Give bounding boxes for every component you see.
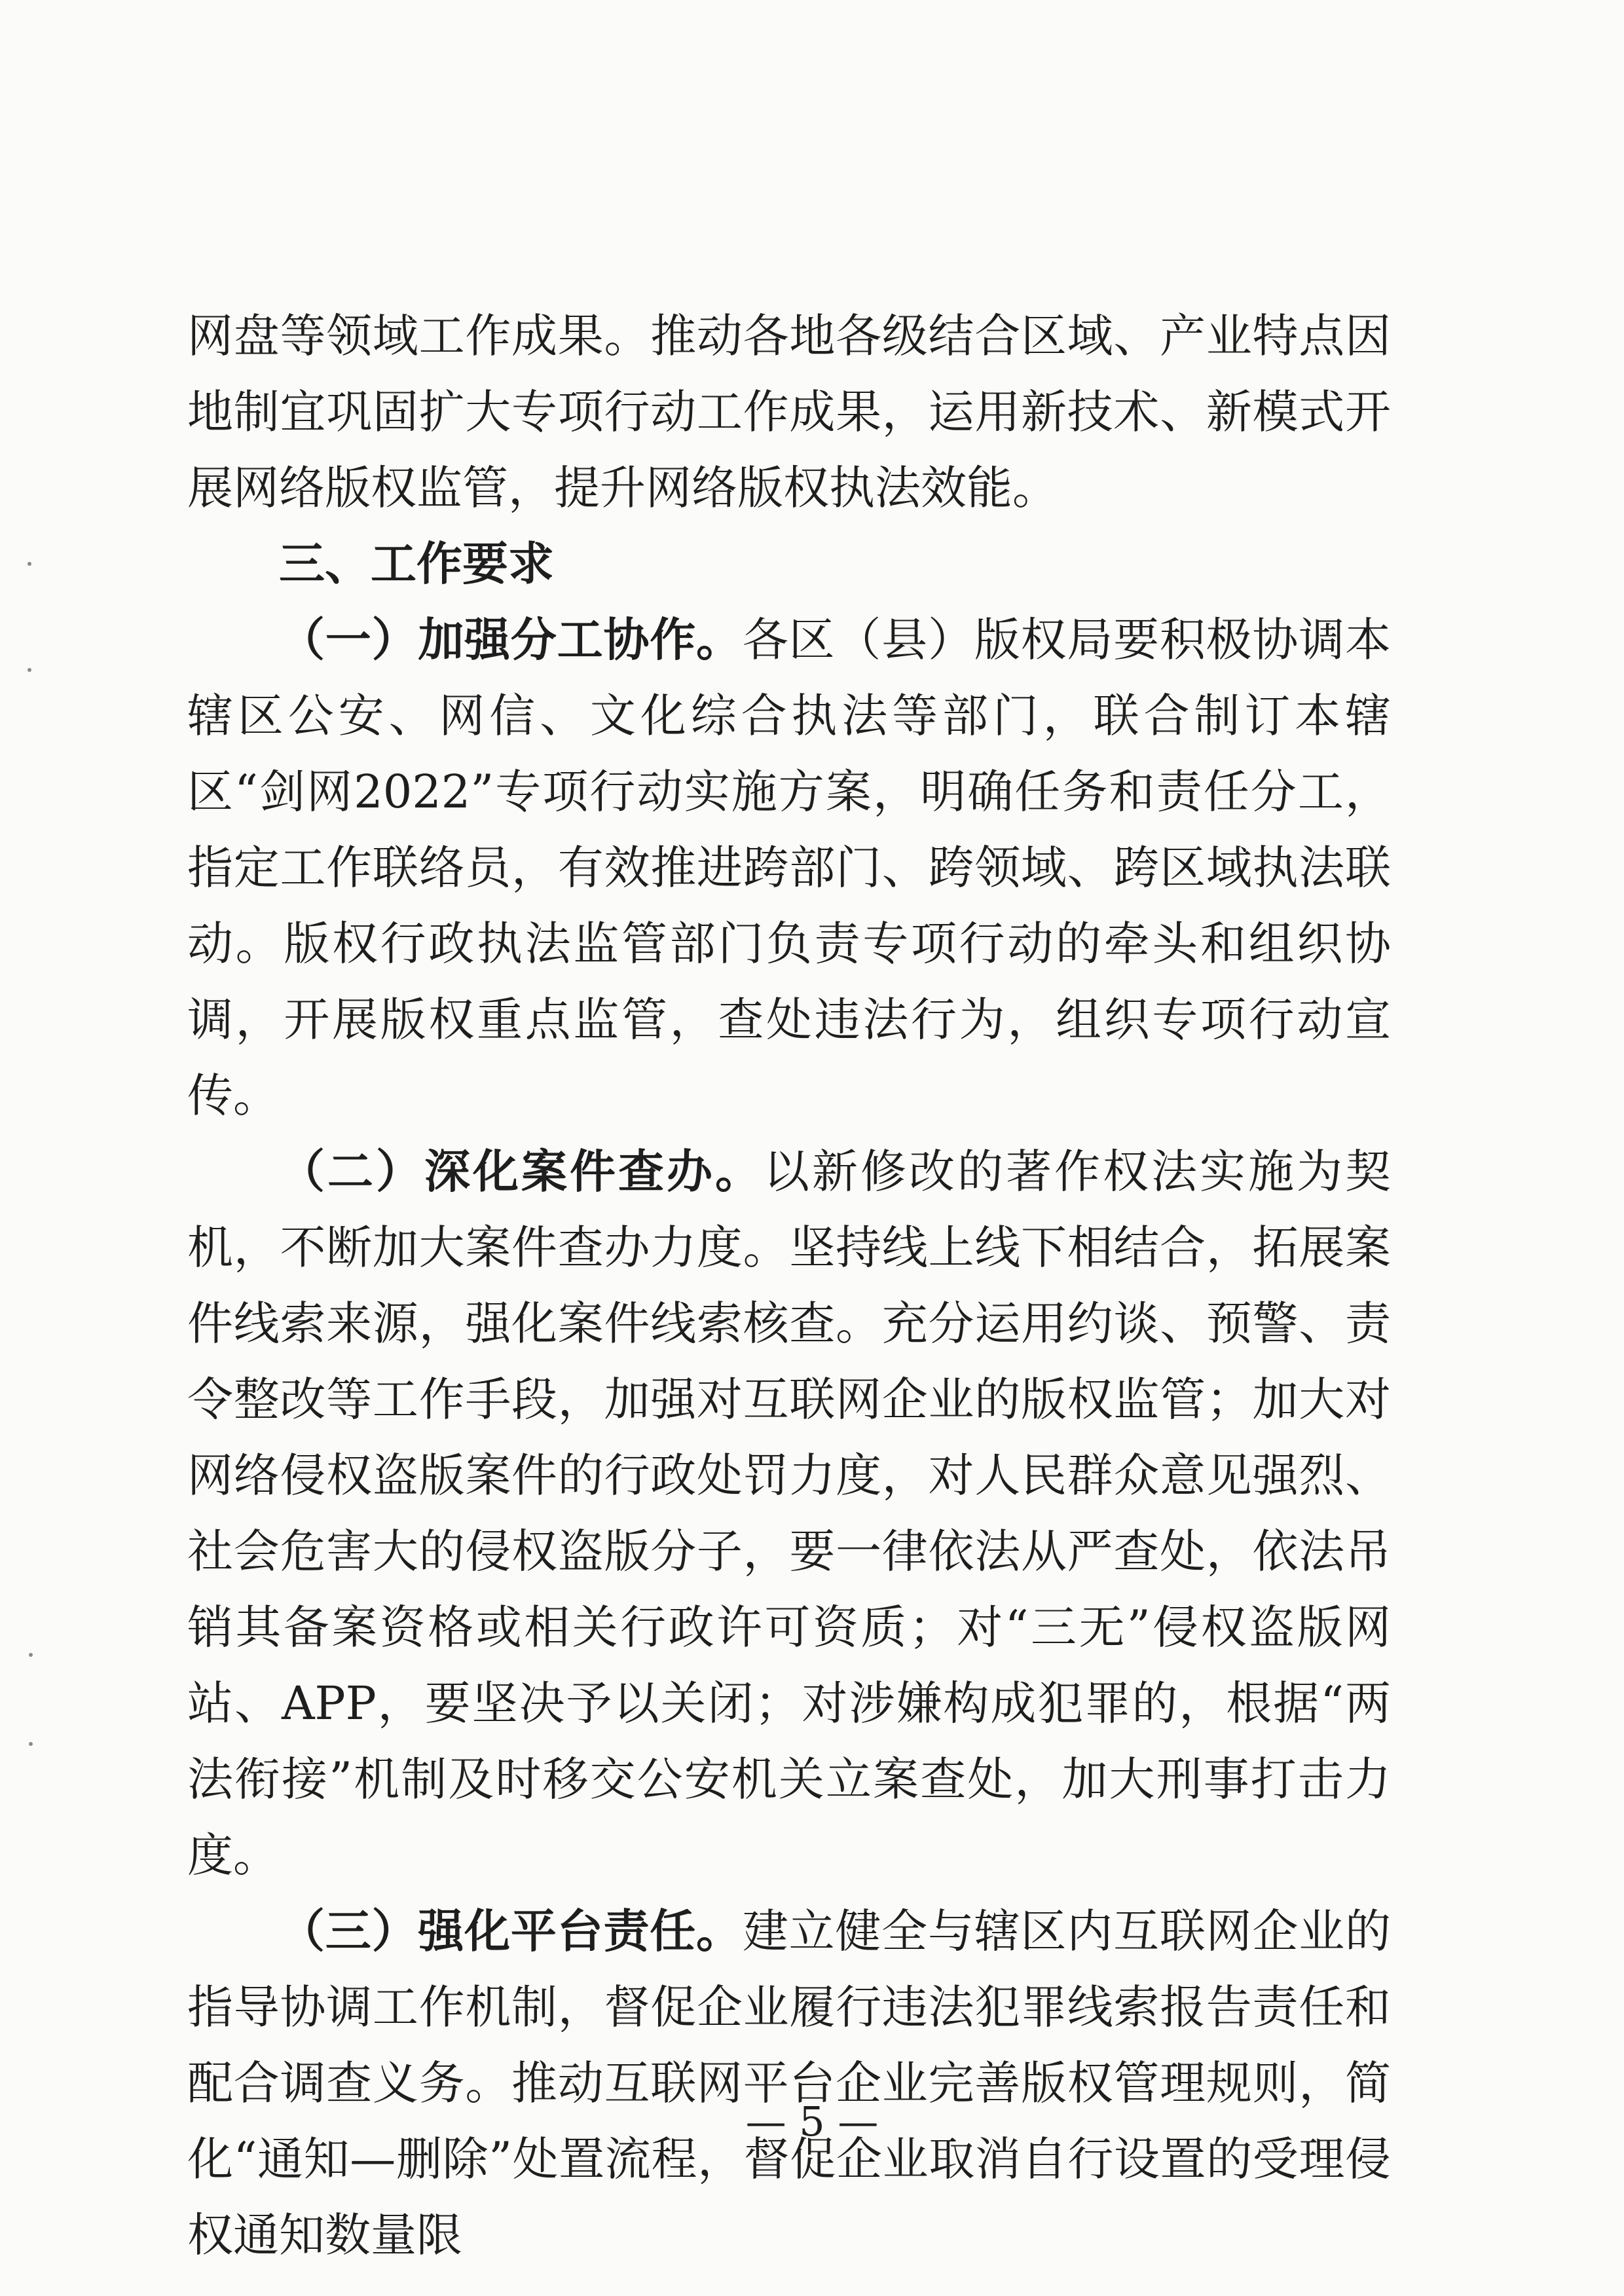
document-body bbox=[187, 298, 1391, 2273]
paragraph-lead: （一）加强分工协作。 bbox=[279, 612, 743, 667]
paragraph-text: 以新修改的著作权法实施为契机，不断加大案件查办力度。坚持线上线下相结合，拓展案件线索来源，强化案件线索核查。充分运用约谈、预警、责令整改等工作手段，加强对互联网企业的版权监管；加大对网络侵权盗版案件的行政处罚力度，对人民群众意见强烈、社会危害大的侵权盗版分子，要一律依法从严查处，依法吊销其备案资格或相关行政许可资质；对“三无”侵权盗版网站、APP，要坚决予以关闭；对涉嫌构成犯罪的，根据“两法衔接”机制及时移交公安机关立案查处，加大刑事打击力度。 bbox=[187, 1145, 1391, 1882]
scan-speck bbox=[28, 668, 31, 672]
scan-speck bbox=[29, 1653, 33, 1657]
scan-speck bbox=[28, 562, 31, 566]
paragraph-platform-responsibility bbox=[187, 1893, 1391, 2273]
paragraph-text: 各区（县）版权局要积极协调本辖区公安、网信、文化综合执法等部门，联合制订本辖区“剑网2022”专项行动实施方案，明确任务和责任分工，指定工作联络员，有效推进跨部门、跨领域、跨区域执法联动。版权行政执法监管部门负责专项行动的牵头和组织协调，开展版权重点监管，查处违法行为，组织专项行动宣传。 bbox=[187, 613, 1392, 1122]
paragraph-text: 建立健全与辖区内互联网企业的指导协调工作机制，督促企业履行违法犯罪线索报告责任和配合调查义务。推动互联网平台企业完善版权管理规则，简化“通知—删除”处置流程，督促企业取消自行设置的受理侵权通知数量限 bbox=[187, 1904, 1392, 2262]
paragraph-lead: （二）深化案件查办。 bbox=[279, 1144, 764, 1198]
page-number: — 5 — bbox=[745, 2098, 879, 2145]
paragraph-case-handling bbox=[187, 1134, 1391, 1893]
section-heading-text: 三、工作要求 bbox=[279, 536, 554, 591]
paragraph-division-of-labor bbox=[187, 602, 1391, 1134]
paragraph-text: 网盘等领域工作成果。推动各地各级结合区域、产业特点因地制宜巩固扩大专项行动工作成果，运用新技术、新模式开展网络版权监管，提升网络版权执法效能。 bbox=[187, 309, 1391, 515]
section-heading bbox=[187, 526, 1391, 602]
paragraph-continuation bbox=[187, 298, 1391, 526]
scan-speck bbox=[29, 1742, 33, 1746]
paragraph-lead: （三）强化平台责任。 bbox=[279, 1904, 743, 1958]
